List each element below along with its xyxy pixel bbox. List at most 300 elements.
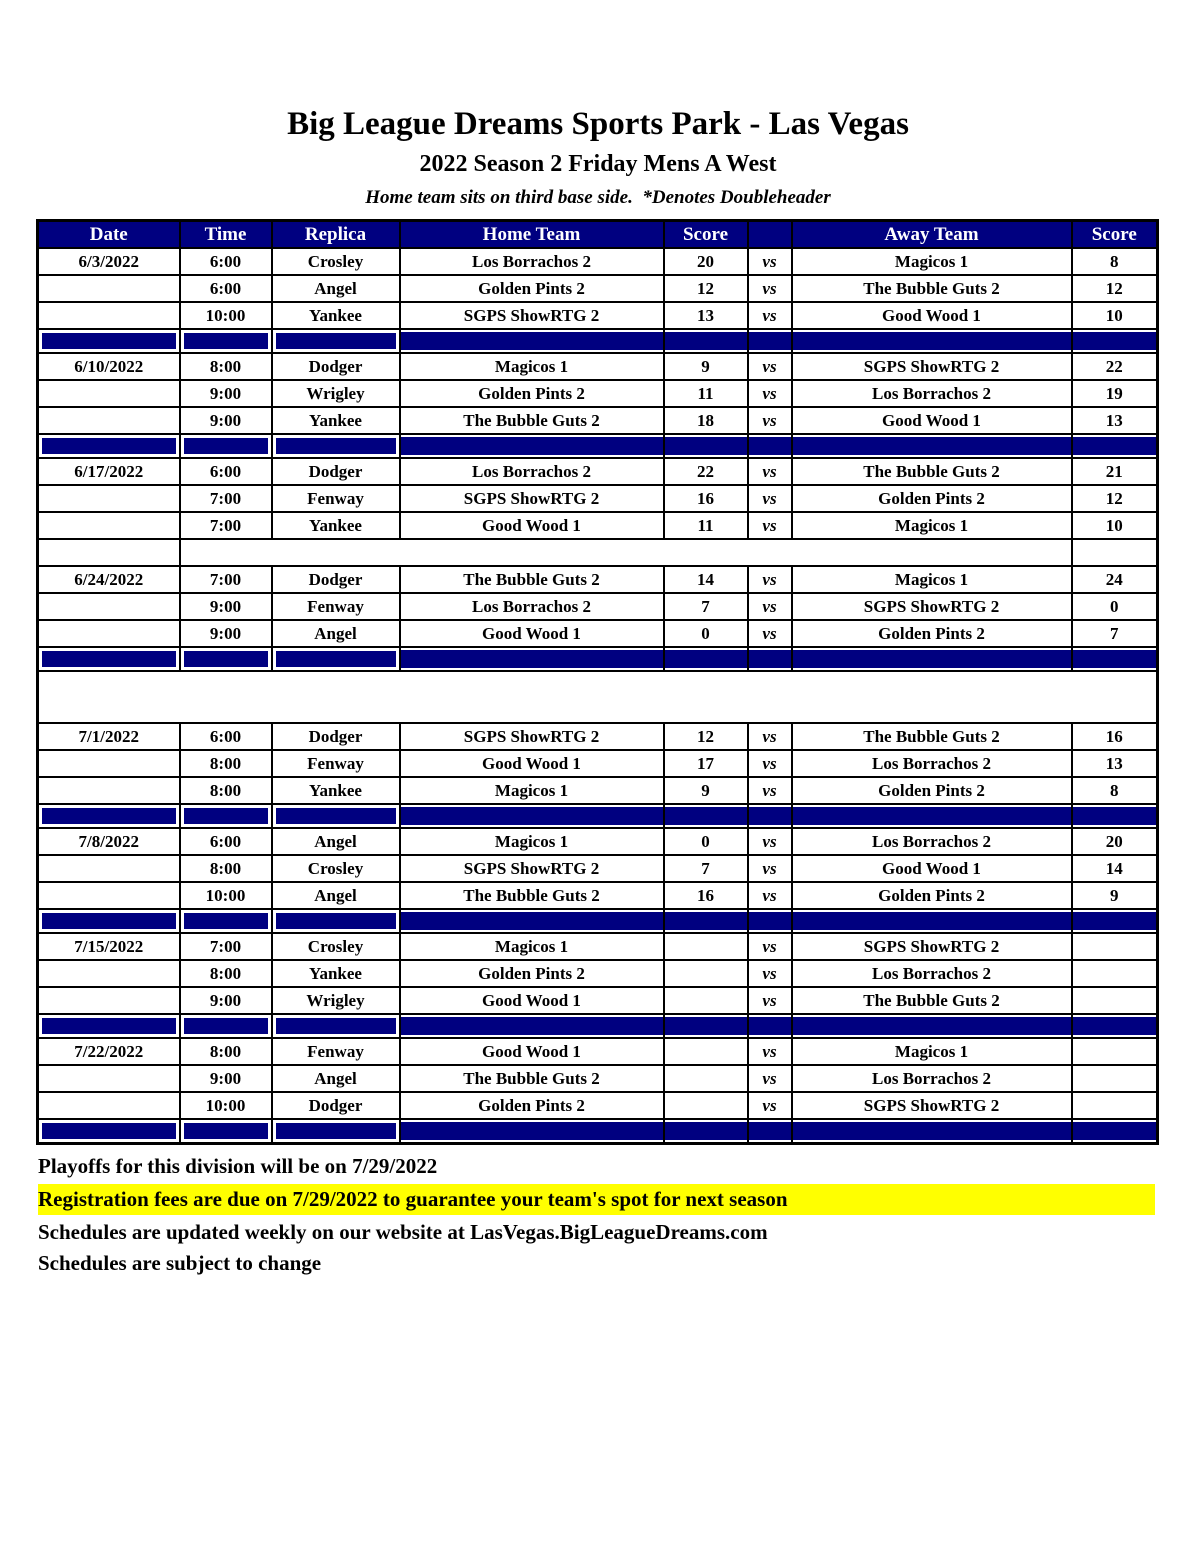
date-cell: 7/15/2022 [38,933,180,960]
replica-cell: Fenway [272,593,400,620]
separator-cell [180,434,272,458]
footer-note: Playoffs for this division will be on 7/29/2022 [38,1154,438,1178]
separator-cell [664,1014,748,1038]
away-team-cell: The Bubble Guts 2 [792,458,1072,485]
home-team-cell: Good Wood 1 [400,1038,664,1065]
home-team-cell: Golden Pints 2 [400,1092,664,1119]
vs-cell: vs [748,750,792,777]
header-date: Date [38,221,180,249]
schedule-table-body [38,248,1158,1144]
date-cell [38,512,180,539]
time-cell: 9:00 [180,1065,272,1092]
separator-cell [792,909,1072,933]
date-cell [38,485,180,512]
separator-cell [664,434,748,458]
time-cell: 8:00 [180,855,272,882]
replica-cell: Yankee [272,777,400,804]
away-team-cell: Los Borrachos 2 [792,750,1072,777]
separator-cell [272,329,400,353]
away-score-cell: 12 [1072,275,1158,302]
home-team-cell: Golden Pints 2 [400,380,664,407]
game-row [38,855,1158,882]
time-cell: 6:00 [180,248,272,275]
home-team-cell: SGPS ShowRTG 2 [400,855,664,882]
separator-row [38,1014,1158,1038]
date-cell [38,855,180,882]
separator-cell [38,1119,180,1144]
away-team-cell: Los Borrachos 2 [792,380,1072,407]
vs-cell: vs [748,275,792,302]
time-cell: 8:00 [180,1038,272,1065]
away-score-cell: 10 [1072,512,1158,539]
away-score-cell: 0 [1072,593,1158,620]
home-team-cell: Magicos 1 [400,828,664,855]
time-cell: 10:00 [180,1092,272,1119]
away-team-cell: Good Wood 1 [792,302,1072,329]
vs-cell: vs [748,882,792,909]
separator-cell [400,909,664,933]
schedule-note: Home team sits on third base side. *Denotes Doubleheader [365,187,831,208]
game-row [38,620,1158,647]
home-team-cell: Good Wood 1 [400,987,664,1014]
replica-cell: Fenway [272,485,400,512]
time-cell: 8:00 [180,353,272,380]
replica-cell: Fenway [272,750,400,777]
replica-cell: Dodger [272,566,400,593]
vs-cell: vs [748,777,792,804]
away-score-cell: 22 [1072,353,1158,380]
home-score-cell: 0 [664,620,748,647]
replica-cell: Fenway [272,1038,400,1065]
separator-cell [1072,329,1158,353]
home-score-cell: 20 [664,248,748,275]
date-cell [38,302,180,329]
separator-row [38,647,1158,671]
home-score-cell: 11 [664,380,748,407]
away-score-cell: 9 [1072,882,1158,909]
date-cell [38,1065,180,1092]
separator-cell [1072,647,1158,671]
home-score-cell: 12 [664,723,748,750]
away-score-cell: 24 [1072,566,1158,593]
rosters-notice-line: 7/1 -Rosters are frozen after tonight, only players with their names on the signed roster are eligible for playoffs. [195,675,1000,694]
away-score-cell [1072,1038,1158,1065]
game-row [38,1092,1158,1119]
away-team-cell: Golden Pints 2 [792,882,1072,909]
home-team-cell: SGPS ShowRTG 2 [400,485,664,512]
separator-cell [664,647,748,671]
separator-cell [748,329,792,353]
separator-cell [792,434,1072,458]
separator-cell [748,804,792,828]
away-team-cell: Golden Pints 2 [792,485,1072,512]
separator-cell [38,909,180,933]
away-team-cell: Golden Pints 2 [792,620,1072,647]
replica-cell: Angel [272,828,400,855]
vs-cell: vs [748,960,792,987]
separator-cell [400,329,664,353]
away-team-cell: SGPS ShowRTG 2 [792,593,1072,620]
separator-cell [180,329,272,353]
separator-row [38,1119,1158,1144]
away-score-cell [1072,987,1158,1014]
away-score-cell: 8 [1072,248,1158,275]
date-cell: 7/22/2022 [38,1038,180,1065]
replica-cell: Yankee [272,302,400,329]
footer-note: Schedules are subject to change [38,1251,322,1275]
replica-cell: Angel [272,1065,400,1092]
banner-right-cell [1072,539,1158,566]
home-score-cell: 12 [664,275,748,302]
away-score-cell [1072,1092,1158,1119]
separator-cell [272,434,400,458]
home-team-cell: The Bubble Guts 2 [400,1065,664,1092]
home-score-cell: 7 [664,593,748,620]
away-team-cell: Good Wood 1 [792,855,1072,882]
home-team-cell: Magicos 1 [400,933,664,960]
separator-cell [38,1014,180,1038]
game-row [38,248,1158,275]
schedule-table-head [38,221,1158,249]
separator-cell [1072,1119,1158,1144]
home-score-cell: 17 [664,750,748,777]
replica-cell: Crosley [272,933,400,960]
home-score-cell: 14 [664,566,748,593]
date-cell: 6/17/2022 [38,458,180,485]
home-score-cell: 13 [664,302,748,329]
banner-left-cell [38,539,180,566]
time-cell: 9:00 [180,987,272,1014]
away-score-cell [1072,960,1158,987]
vs-cell: vs [748,723,792,750]
away-team-cell: Magicos 1 [792,248,1072,275]
separator-cell [38,434,180,458]
separator-cell [792,1119,1072,1144]
vs-cell: vs [748,1065,792,1092]
time-cell: 9:00 [180,593,272,620]
replica-cell: Dodger [272,353,400,380]
game-row [38,566,1158,593]
separator-cell [400,804,664,828]
date-cell [38,275,180,302]
separator-cell [664,804,748,828]
game-row [38,960,1158,987]
separator-cell [180,647,272,671]
away-team-cell: Los Borrachos 2 [792,960,1072,987]
game-row [38,987,1158,1014]
header-vs-spacer [748,221,792,249]
vs-cell: vs [748,933,792,960]
home-score-cell: 16 [664,882,748,909]
date-cell [38,777,180,804]
home-score-cell [664,960,748,987]
away-team-cell: Golden Pints 2 [792,777,1072,804]
away-team-cell: SGPS ShowRTG 2 [792,1092,1072,1119]
header-time: Time [180,221,272,249]
away-score-cell: 7 [1072,620,1158,647]
date-cell [38,987,180,1014]
home-team-cell: Good Wood 1 [400,512,664,539]
time-cell: 9:00 [180,407,272,434]
vs-cell: vs [748,1038,792,1065]
replica-cell: Dodger [272,723,400,750]
replica-cell: Yankee [272,960,400,987]
home-score-cell: 0 [664,828,748,855]
time-cell: 7:00 [180,566,272,593]
separator-cell [272,1014,400,1038]
separator-row [38,909,1158,933]
game-row [38,777,1158,804]
home-score-cell: 7 [664,855,748,882]
replica-cell: Wrigley [272,987,400,1014]
separator-cell [272,909,400,933]
time-cell: 7:00 [180,485,272,512]
vs-cell: vs [748,593,792,620]
game-row [38,828,1158,855]
away-team-cell: SGPS ShowRTG 2 [792,933,1072,960]
footer-note: Registration fees are due on 7/29/2022 to guarantee your team's spot for next season [38,1184,1155,1215]
vs-cell: vs [748,407,792,434]
separator-cell [180,804,272,828]
home-team-cell: Magicos 1 [400,777,664,804]
time-cell: 8:00 [180,750,272,777]
replica-cell: Angel [272,882,400,909]
home-team-cell: The Bubble Guts 2 [400,882,664,909]
time-cell: 10:00 [180,882,272,909]
header-away-score: Score [1072,221,1158,249]
date-cell: 7/8/2022 [38,828,180,855]
home-score-cell: 9 [664,777,748,804]
time-cell: 10:00 [180,302,272,329]
date-cell [38,750,180,777]
home-team-cell: Golden Pints 2 [400,960,664,987]
replica-cell: Yankee [272,407,400,434]
replica-cell: Dodger [272,1092,400,1119]
home-team-cell: Los Borrachos 2 [400,593,664,620]
footer-notes [38,1151,1196,1279]
separator-cell [400,647,664,671]
game-row [38,750,1158,777]
vs-cell: vs [748,380,792,407]
fees-notice-text: 6/24 - All fees are due by the end of the night or games will be recorded as a forfeit [180,539,1072,566]
away-score-cell [1072,1065,1158,1092]
date-cell: 6/3/2022 [38,248,180,275]
date-cell [38,380,180,407]
date-cell [38,620,180,647]
time-cell: 6:00 [180,458,272,485]
home-team-cell: The Bubble Guts 2 [400,407,664,434]
game-row [38,485,1158,512]
away-team-cell: SGPS ShowRTG 2 [792,353,1072,380]
notice-row-rosters [38,671,1158,723]
away-score-cell: 10 [1072,302,1158,329]
home-team-cell: SGPS ShowRTG 2 [400,723,664,750]
date-cell [38,593,180,620]
schedule-table [36,219,1159,1145]
header-away-team: Away Team [792,221,1072,249]
home-score-cell [664,1038,748,1065]
away-score-cell: 8 [1072,777,1158,804]
away-team-cell: The Bubble Guts 2 [792,723,1072,750]
vs-cell: vs [748,485,792,512]
date-cell: 7/1/2022 [38,723,180,750]
separator-cell [1072,434,1158,458]
vs-cell: vs [748,353,792,380]
replica-cell: Crosley [272,248,400,275]
home-team-cell: SGPS ShowRTG 2 [400,302,664,329]
rosters-notice [38,671,1158,723]
date-cell [38,407,180,434]
separator-cell [664,909,748,933]
home-team-cell: Good Wood 1 [400,750,664,777]
away-team-cell: Good Wood 1 [792,407,1072,434]
separator-cell [792,329,1072,353]
vs-cell: vs [748,855,792,882]
away-team-cell: Los Borrachos 2 [792,828,1072,855]
game-row [38,458,1158,485]
vs-cell: vs [748,1092,792,1119]
time-cell: 6:00 [180,828,272,855]
separator-cell [1072,804,1158,828]
rosters-notice-line: Please check carefully as changes will not be made for omissions. [363,700,832,719]
home-score-cell [664,1092,748,1119]
away-team-cell: The Bubble Guts 2 [792,275,1072,302]
replica-cell: Yankee [272,512,400,539]
home-team-cell: Los Borrachos 2 [400,248,664,275]
home-score-cell: 22 [664,458,748,485]
separator-cell [792,1014,1072,1038]
separator-cell [38,647,180,671]
separator-cell [664,1119,748,1144]
page-subtitle: 2022 Season 2 Friday Mens A West [419,151,777,177]
time-cell: 9:00 [180,620,272,647]
vs-cell: vs [748,828,792,855]
away-score-cell: 13 [1072,750,1158,777]
home-score-cell: 9 [664,353,748,380]
vs-cell: vs [748,458,792,485]
time-cell: 7:00 [180,933,272,960]
away-score-cell: 19 [1072,380,1158,407]
replica-cell: Angel [272,620,400,647]
away-score-cell [1072,933,1158,960]
game-row [38,380,1158,407]
away-score-cell: 14 [1072,855,1158,882]
game-row [38,353,1158,380]
home-team-cell: Golden Pints 2 [400,275,664,302]
separator-cell [38,804,180,828]
separator-cell [400,1119,664,1144]
separator-row [38,329,1158,353]
date-cell: 6/10/2022 [38,353,180,380]
vs-cell: vs [748,566,792,593]
away-team-cell: Magicos 1 [792,566,1072,593]
home-team-cell: The Bubble Guts 2 [400,566,664,593]
separator-cell [748,1014,792,1038]
time-cell: 9:00 [180,380,272,407]
away-score-cell: 21 [1072,458,1158,485]
home-team-cell: Magicos 1 [400,353,664,380]
separator-cell [180,1119,272,1144]
separator-cell [180,909,272,933]
separator-cell [38,329,180,353]
date-cell [38,882,180,909]
separator-cell [400,1014,664,1038]
away-team-cell: Magicos 1 [792,512,1072,539]
game-row [38,1038,1158,1065]
replica-cell: Wrigley [272,380,400,407]
away-team-cell: Los Borrachos 2 [792,1065,1072,1092]
time-cell: 6:00 [180,723,272,750]
date-cell [38,1092,180,1119]
separator-row [38,434,1158,458]
date-cell [38,960,180,987]
header-home-score: Score [664,221,748,249]
separator-cell [792,804,1072,828]
date-cell: 6/24/2022 [38,566,180,593]
vs-cell: vs [748,248,792,275]
vs-cell: vs [748,512,792,539]
time-cell: 7:00 [180,512,272,539]
header-home-team: Home Team [400,221,664,249]
time-cell: 8:00 [180,960,272,987]
replica-cell: Dodger [272,458,400,485]
home-score-cell [664,987,748,1014]
home-score-cell: 18 [664,407,748,434]
home-score-cell: 11 [664,512,748,539]
notice-row-fees [38,539,1158,566]
away-team-cell: The Bubble Guts 2 [792,987,1072,1014]
time-cell: 6:00 [180,275,272,302]
game-row [38,723,1158,750]
away-score-cell: 13 [1072,407,1158,434]
game-row [38,302,1158,329]
game-row [38,512,1158,539]
away-score-cell: 16 [1072,723,1158,750]
game-row [38,933,1158,960]
separator-cell [748,647,792,671]
game-row [38,1065,1158,1092]
time-cell: 8:00 [180,777,272,804]
separator-cell [400,434,664,458]
game-row [38,407,1158,434]
replica-cell: Angel [272,275,400,302]
game-row [38,593,1158,620]
away-score-cell: 12 [1072,485,1158,512]
footer-note: Schedules are updated weekly on our website at LasVegas.BigLeagueDreams.com [38,1220,768,1244]
away-score-cell: 20 [1072,828,1158,855]
separator-cell [792,647,1072,671]
separator-cell [272,804,400,828]
vs-cell: vs [748,620,792,647]
home-team-cell: Los Borrachos 2 [400,458,664,485]
home-score-cell: 16 [664,485,748,512]
separator-cell [272,1119,400,1144]
separator-cell [272,647,400,671]
page-title: Big League Dreams Sports Park - Las Vegas [287,106,909,142]
game-row [38,882,1158,909]
separator-cell [1072,909,1158,933]
game-row [38,275,1158,302]
separator-row [38,804,1158,828]
vs-cell: vs [748,987,792,1014]
vs-cell: vs [748,302,792,329]
header-row [38,221,1158,249]
header-replica: Replica [272,221,400,249]
replica-cell: Crosley [272,855,400,882]
separator-cell [748,434,792,458]
separator-cell [180,1014,272,1038]
separator-cell [748,909,792,933]
